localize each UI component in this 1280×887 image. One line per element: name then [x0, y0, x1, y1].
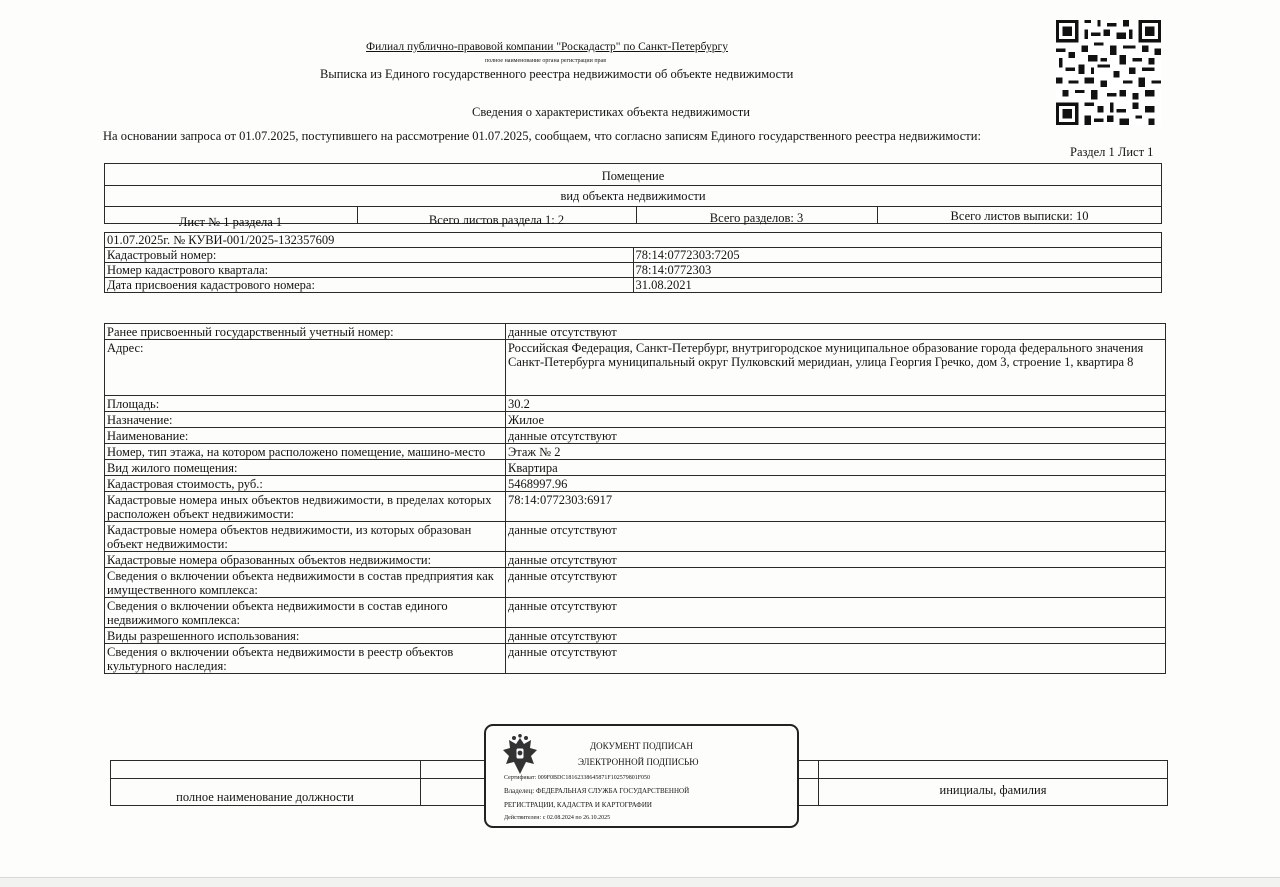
stamp-validity: Действителен: с 02.08.2024 по 26.10.2025 — [504, 815, 611, 821]
row-value: 5468997.96 — [506, 476, 1166, 492]
position-caption: полное наименование должности — [176, 790, 354, 804]
row-label: Номер, тип этажа, на котором расположено помещение, машино-место — [105, 444, 506, 460]
stamp-certificate: Сертификат: 009F0BDC18162338645871F102579801F050 — [504, 775, 651, 781]
row-label: Кадастровые номера образованных объектов недвижимости: — [105, 552, 506, 568]
row-label: Сведения о включении объекта недвижимости в состав предприятия как имущественного комплекса: — [105, 568, 506, 598]
row-label: Кадастровая стоимость, руб.: — [105, 476, 506, 492]
table-row — [105, 263, 1162, 278]
table-row — [105, 476, 1166, 492]
row-value: 78:14:0772303:6917 — [506, 492, 1166, 522]
object-type: Помещение — [601, 169, 665, 183]
row-value: 78:14:0772303:7205 — [633, 248, 1162, 263]
org-caption: полное наименование органа регистрации прав — [485, 58, 607, 64]
row-value: данные отсутствуют — [506, 644, 1166, 674]
sheets-in-section: Всего листов раздела 1: 2 — [428, 213, 565, 227]
table-row — [105, 598, 1166, 628]
table-row — [105, 644, 1166, 674]
table-row — [105, 278, 1162, 293]
row-value: данные отсутствуют — [506, 628, 1166, 644]
sections-total: Всего разделов: 3 — [709, 211, 804, 225]
table-row — [105, 396, 1166, 412]
row-label: Вид жилого помещения: — [105, 460, 506, 476]
sheet-number: Лист № 1 раздела 1 — [178, 215, 283, 229]
coat-of-arms-icon — [500, 734, 540, 776]
row-label: Дата присвоения кадастрового номера: — [105, 278, 634, 293]
table-row — [105, 412, 1166, 428]
qr-code-icon — [1055, 20, 1162, 125]
e-signature-stamp — [484, 724, 799, 828]
row-value: данные отсутствуют — [506, 522, 1166, 552]
stamp-line1: ДОКУМЕНТ ПОДПИСАН — [590, 741, 693, 751]
row-label: Площадь: — [105, 396, 506, 412]
row-label: Кадастровые номера объектов недвижимости, из которых образован объект недвижимости: — [105, 522, 506, 552]
table-row — [105, 522, 1166, 552]
stamp-line2: ЭЛЕКТРОННОЙ ПОДПИСЬЮ — [578, 757, 699, 767]
object-type-caption: вид объекта недвижимости — [560, 189, 706, 203]
row-label: Кадастровые номера иных объектов недвижимости, в пределах которых расположен объект недвижимости: — [105, 492, 506, 522]
row-label: Наименование: — [105, 428, 506, 444]
intro-text: На основании запроса от 01.07.2025, поступившего на рассмотрение 01.07.2025, сообщаем, что согласно записям Единого государственного реестра недвижимости: — [103, 129, 981, 143]
table-row — [105, 428, 1166, 444]
row-value: данные отсутствуют — [506, 598, 1166, 628]
stamp-owner-line2: РЕГИСТРАЦИИ, КАДАСТРА И КАРТОГРАФИИ — [504, 801, 652, 809]
row-value: данные отсутствуют — [506, 568, 1166, 598]
row-label: Назначение: — [105, 412, 506, 428]
row-value: Квартира — [506, 460, 1166, 476]
table-row — [105, 340, 1166, 396]
row-value: Жилое — [506, 412, 1166, 428]
name-caption: инициалы, фамилия — [939, 783, 1047, 797]
row-label: Сведения о включении объекта недвижимости в состав единого недвижимого комплекса: — [105, 598, 506, 628]
record-table — [104, 232, 1162, 293]
row-value: Российская Федерация, Санкт-Петербург, внутригородское муниципальное образование города федерального значения Санкт-Петербурга муниципальный округ Пулковский меридиан, улица Георгия Гречко, дом 3, строение 1, квартира 8 — [506, 340, 1166, 396]
table-row — [105, 628, 1166, 644]
table-row — [105, 324, 1166, 340]
row-label: Кадастровый номер: — [105, 248, 634, 263]
section-sheet-label: Раздел 1 Лист 1 — [1070, 145, 1154, 159]
row-value: 78:14:0772303 — [633, 263, 1162, 278]
row-value: 30.2 — [506, 396, 1166, 412]
row-value: данные отсутствуют — [506, 324, 1166, 340]
row-value: 31.08.2021 — [633, 278, 1162, 293]
row-value: данные отсутствуют — [506, 428, 1166, 444]
row-value: данные отсутствуют — [506, 552, 1166, 568]
table-row — [105, 552, 1166, 568]
row-label: Ранее присвоенный государственный учетный номер: — [105, 324, 506, 340]
table-row — [105, 248, 1162, 263]
document-title: Выписка из Единого государственного реестра недвижимости об объекте недвижимости — [320, 67, 794, 81]
sheets-total: Всего листов выписки: 10 — [950, 209, 1089, 223]
table-row — [105, 568, 1166, 598]
row-label: Номер кадастрового квартала: — [105, 263, 634, 278]
row-label: Сведения о включении объекта недвижимости в реестр объектов культурного наследия: — [105, 644, 506, 674]
org-name: Филиал публично-правовой компании "Роскадастр" по Санкт-Петербургу — [366, 41, 729, 53]
row-value: Этаж № 2 — [506, 444, 1166, 460]
row-label: Адрес: — [105, 340, 506, 396]
stamp-owner-line1: Владелец: ФЕДЕРАЛЬНАЯ СЛУЖБА ГОСУДАРСТВЕННОЙ — [504, 787, 690, 795]
properties-table — [104, 323, 1166, 674]
section-title: Сведения о характеристиках объекта недвижимости — [472, 105, 750, 119]
table-row — [105, 444, 1166, 460]
table-row — [105, 492, 1166, 522]
table-row — [105, 460, 1166, 476]
record-number: 01.07.2025г. № КУВИ-001/2025-132357609 — [105, 233, 1162, 248]
row-label: Виды разрешенного использования: — [105, 628, 506, 644]
